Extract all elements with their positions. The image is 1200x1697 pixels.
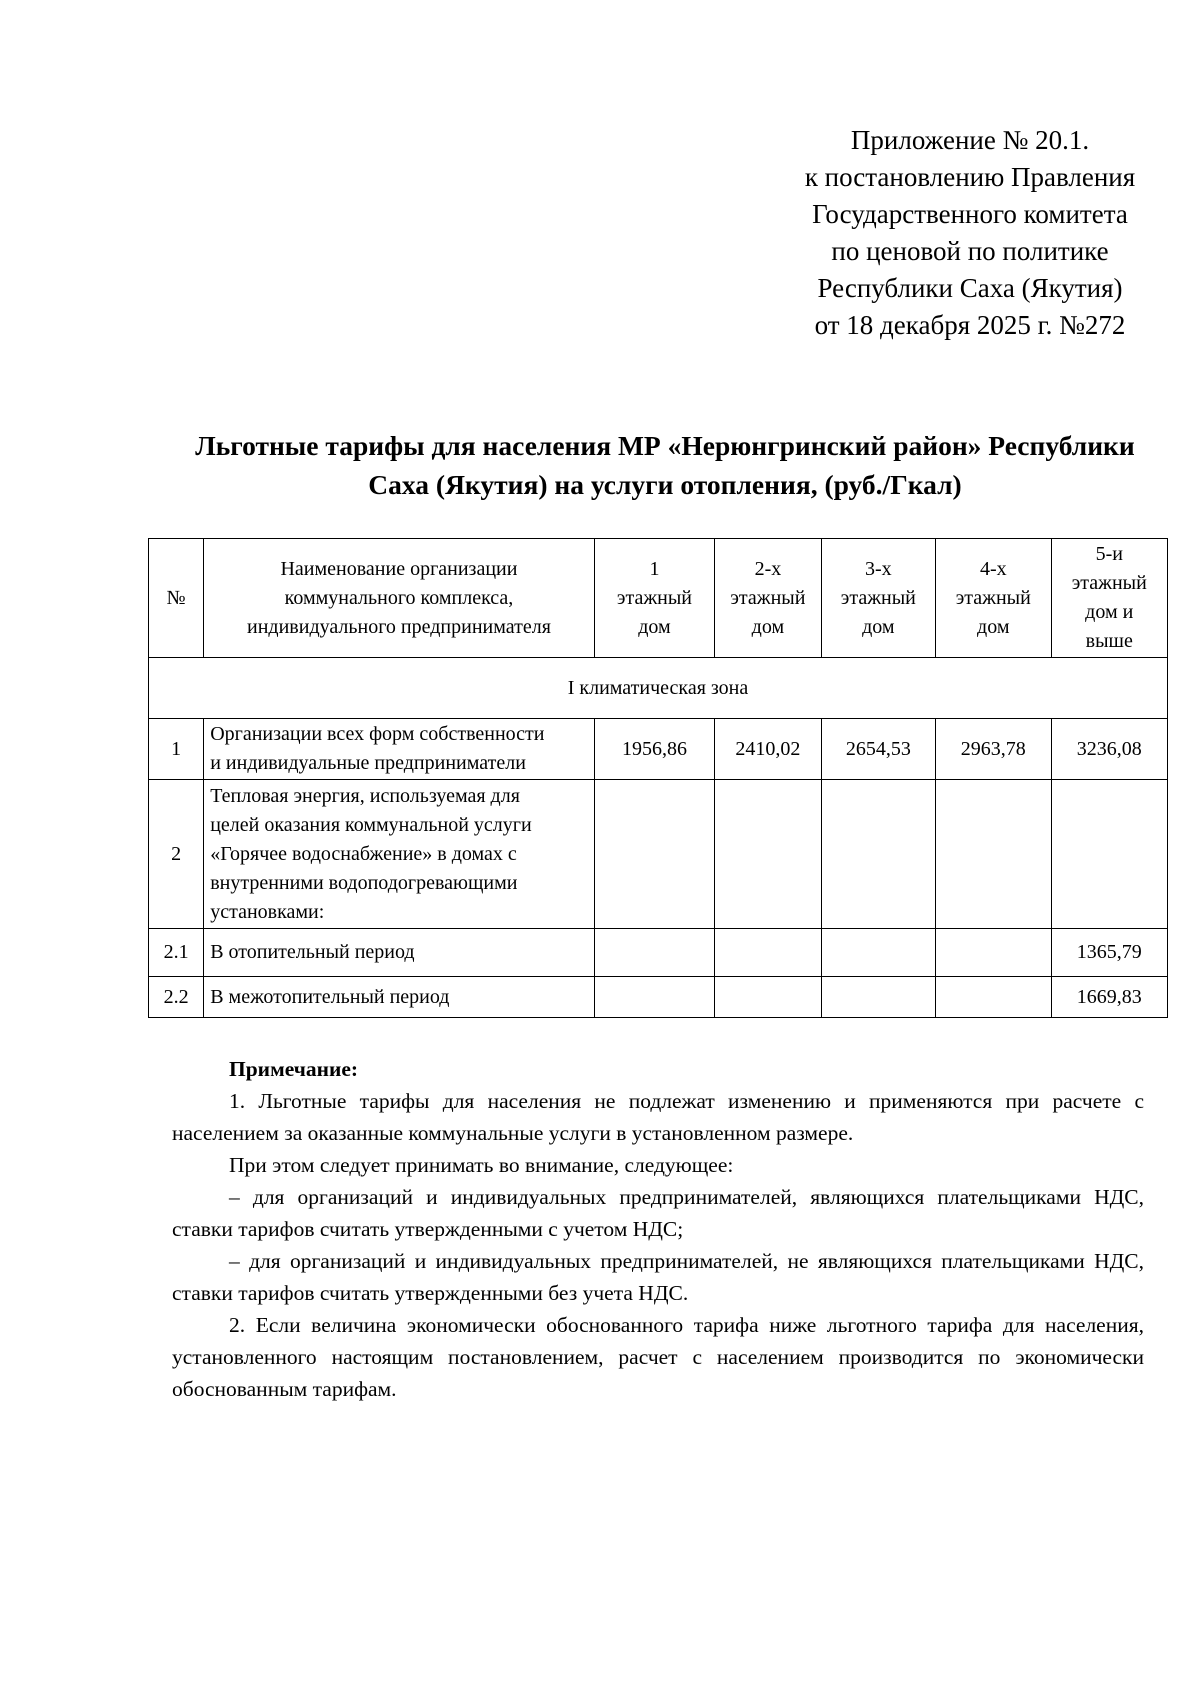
note-paragraph: 1. Льготные тарифы для населения не подлежат изменению и применяются при расчете с населением за оказанные коммунальные услуги в установленном размере. <box>172 1089 1144 1145</box>
table-row <box>149 719 1168 780</box>
zone-row <box>149 658 1168 719</box>
row-value: 1956,86 <box>594 719 714 780</box>
row-value <box>821 977 935 1018</box>
appendix-header <box>780 122 1160 344</box>
appendix-line: Приложение № 20.1. <box>850 125 1090 155</box>
climate-zone-label: I климатическая зона <box>149 658 1168 719</box>
tariff-table <box>148 538 1168 1018</box>
document-title <box>150 426 1180 504</box>
row-value: 2410,02 <box>715 719 821 780</box>
table-row <box>149 780 1168 929</box>
row-value <box>936 780 1051 929</box>
row-value <box>594 780 714 929</box>
row-num: 2 <box>149 780 204 929</box>
note-paragraph: 2. Если величина экономически обоснованного тарифа ниже льготного тарифа для населения, установленного настоящим постановлением, расчет с населением производится по экономически обоснованным тарифам. <box>172 1313 1144 1401</box>
row-value: 3236,08 <box>1051 719 1168 780</box>
row-value <box>821 929 935 977</box>
row-name: В отопительный период <box>204 929 595 977</box>
row-value <box>715 929 821 977</box>
row-value: 1365,79 <box>1051 929 1168 977</box>
header-name: Наименование организации коммунального комплекса, индивидуального предпринимателя <box>204 539 595 658</box>
row-value: 2963,78 <box>936 719 1051 780</box>
header-num: № <box>149 539 204 658</box>
note-paragraph: – для организаций и индивидуальных предпринимателей, являющихся плательщиками НДС, ставки тарифов считать утвержденными с учетом НДС; <box>172 1185 1144 1241</box>
row-value <box>715 977 821 1018</box>
table-row <box>149 977 1168 1018</box>
header-col-3: 3-х этажный дом <box>821 539 935 658</box>
notes-section <box>172 1053 1144 1405</box>
header-col-4: 4-х этажный дом <box>936 539 1051 658</box>
row-name: Тепловая энергия, используемая для целей оказания коммунальной услуги «Горячее водоснабжение» в домах с внутренними водоподогревающими установками: <box>204 780 595 929</box>
appendix-line: Республики Саха (Якутия) <box>817 273 1123 303</box>
row-value <box>594 977 714 1018</box>
header-col-5: 5-и этажный дом и выше <box>1051 539 1168 658</box>
row-value <box>936 977 1051 1018</box>
row-value <box>1051 780 1168 929</box>
row-value <box>715 780 821 929</box>
note-paragraph: – для организаций и индивидуальных предпринимателей, не являющихся плательщиками НДС, ставки тарифов считать утвержденными без учета НДС. <box>172 1249 1144 1305</box>
appendix-line: к постановлению Правления <box>804 162 1136 192</box>
appendix-line: по ценовой по политике <box>831 236 1109 266</box>
notes-heading: Примечание: <box>229 1057 359 1081</box>
row-num: 1 <box>149 719 204 780</box>
row-num: 2.1 <box>149 929 204 977</box>
note-paragraph: При этом следует принимать во внимание, следующее: <box>229 1153 734 1177</box>
row-value <box>594 929 714 977</box>
row-value: 1669,83 <box>1051 977 1168 1018</box>
header-col-1: 1 этажный дом <box>594 539 714 658</box>
appendix-line: от 18 декабря 2025 г. №272 <box>814 310 1126 340</box>
title-line: Льготные тарифы для населения МР «Нерюнгринский район» Республики <box>195 430 1135 461</box>
appendix-line: Государственного комитета <box>812 199 1128 229</box>
row-num: 2.2 <box>149 977 204 1018</box>
header-col-2: 2-х этажный дом <box>715 539 821 658</box>
table-header-row <box>149 539 1168 658</box>
row-value <box>936 929 1051 977</box>
row-value <box>821 780 935 929</box>
row-name: Организации всех форм собственности и индивидуальные предприниматели <box>204 719 595 780</box>
row-name: В межотопительный период <box>204 977 595 1018</box>
table-row <box>149 929 1168 977</box>
title-line: Саха (Якутия) на услуги отопления, (руб./Гкал) <box>368 469 962 500</box>
row-value: 2654,53 <box>821 719 935 780</box>
